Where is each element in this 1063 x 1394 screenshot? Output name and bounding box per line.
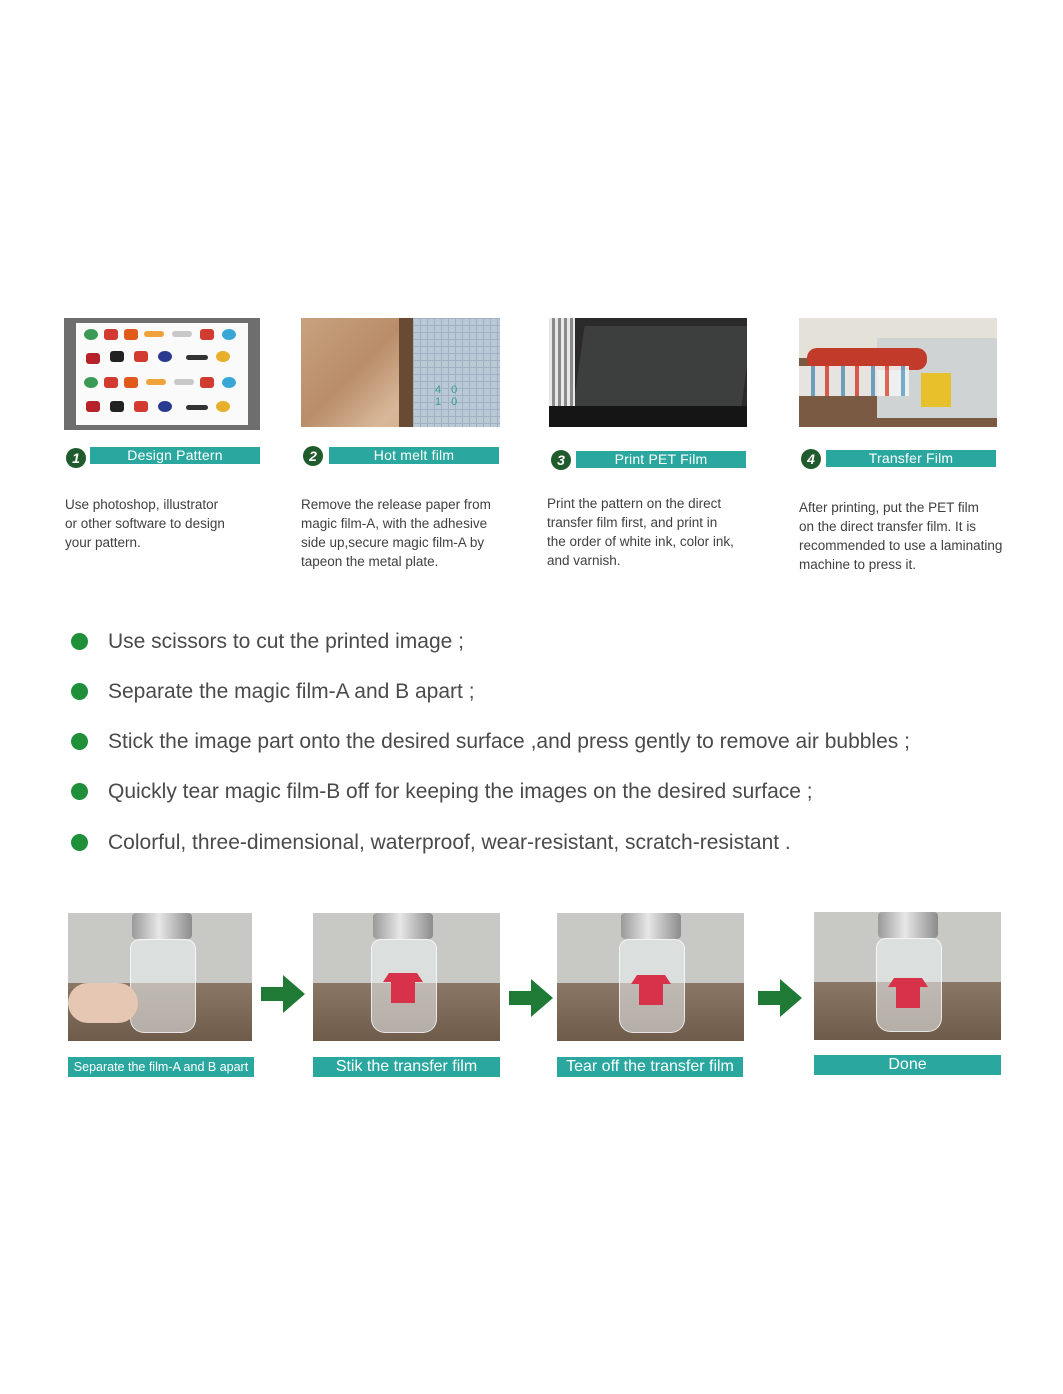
process-label-stick: Stik the transfer film <box>313 1057 500 1077</box>
arrow-right-icon <box>758 979 802 1017</box>
arrow-right-icon <box>261 975 305 1013</box>
done-photo <box>814 912 1001 1040</box>
bullet-item: Colorful, three-dimensional, waterproof, wear-resistant, scratch-resistant . <box>108 831 791 854</box>
step-label-print-pet-film: Print PET Film <box>576 451 746 468</box>
design-pattern-photo <box>64 318 260 430</box>
bullet-item: Use scissors to cut the printed image ; <box>108 630 464 653</box>
step-description-4: After printing, put the PET film on the direct transfer film. It is recommended to use a laminating machine to press it. <box>799 500 1003 572</box>
print-pet-film-photo <box>549 318 747 427</box>
step-number-4: 4 <box>801 449 821 469</box>
step-label-design-pattern: Design Pattern <box>90 447 260 464</box>
bullet-item: Separate the magic film-A and B apart ; <box>108 680 475 703</box>
step-number-2: 2 <box>303 446 323 466</box>
transfer-film-photo <box>799 318 997 427</box>
bullet-dot-icon <box>71 733 88 750</box>
step-description-1: Use photoshop, illustrator or other software to design your pattern. <box>65 497 225 550</box>
bullet-dot-icon <box>71 683 88 700</box>
step-description-2: Remove the release paper from magic film-A, with the adhesive side up,secure magic film-A by tapeon the metal plate. <box>301 497 491 569</box>
bullet-item: Stick the image part onto the desired surface ,and press gently to remove air bubbles ; <box>108 730 910 753</box>
hot-melt-film-photo <box>301 318 500 427</box>
bullet-dot-icon <box>71 633 88 650</box>
sticker-sheet <box>76 323 248 425</box>
ruler-numbers: 40 10 <box>435 384 468 408</box>
process-label-done: Done <box>814 1055 1001 1075</box>
bullet-dot-icon <box>71 834 88 851</box>
step-label-transfer-film: Transfer Film <box>826 450 996 467</box>
bullet-dot-icon <box>71 783 88 800</box>
step-number-3: 3 <box>551 450 571 470</box>
step-label-hot-melt-film: Hot melt film <box>329 447 499 464</box>
step-number-1: 1 <box>66 448 86 468</box>
stick-film-photo <box>313 913 500 1041</box>
arrow-right-icon <box>509 979 553 1017</box>
process-label-tear: Tear off the transfer film <box>557 1057 743 1077</box>
bullet-item: Quickly tear magic film-B off for keeping the images on the desired surface ; <box>108 780 813 803</box>
process-label-separate: Separate the film-A and B apart <box>68 1057 254 1077</box>
separate-film-photo <box>68 913 252 1041</box>
step-description-3: Print the pattern on the direct transfer film first, and print in the order of white ink, color ink, and varnish. <box>547 496 734 568</box>
tear-film-photo <box>557 913 744 1041</box>
